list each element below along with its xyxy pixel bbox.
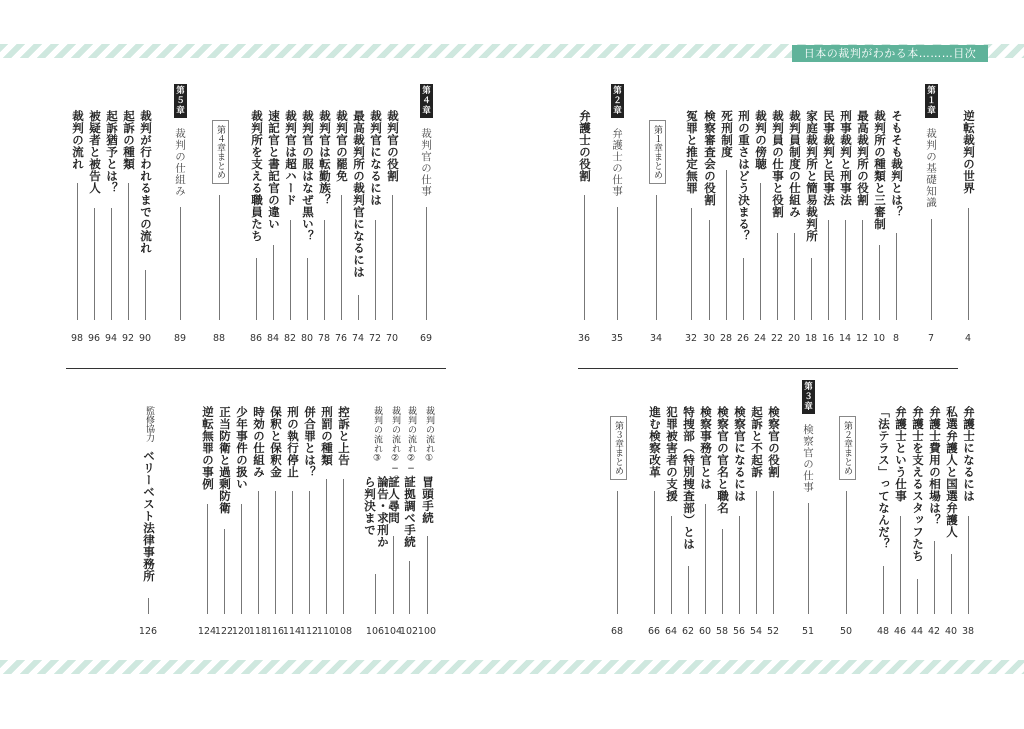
leader-line: [326, 479, 327, 615]
leader-line: [968, 516, 969, 614]
page-number: 20: [787, 333, 801, 344]
page-number: 42: [927, 626, 941, 637]
page-number: 36: [577, 333, 591, 344]
toc-entry-title[interactable]: 裁判の流れ: [71, 110, 85, 170]
chapter-title: 裁判の基礎知識: [925, 128, 937, 209]
leader-line: [145, 270, 146, 320]
toc-entry-title[interactable]: 被疑者と被告人: [88, 110, 102, 194]
toc-entry-title[interactable]: 起訴と不起訴: [750, 406, 764, 478]
right-divider: [578, 368, 958, 369]
leader-line: [656, 195, 657, 320]
toc-entry-title[interactable]: 少年事件の扱い: [235, 406, 249, 490]
page-number: 126: [138, 626, 158, 637]
toc-entry-title[interactable]: 速記官と書記官の違い: [267, 110, 281, 230]
toc-entry-title[interactable]: 保釈と保釈金: [269, 406, 283, 478]
page-number: 51: [801, 626, 815, 637]
page-number: 54: [749, 626, 763, 637]
leader-line: [931, 219, 932, 321]
leader-line: [77, 183, 78, 321]
toc-entry-title[interactable]: 「法テラス」ってなんだ？: [877, 406, 891, 550]
toc-entry-title[interactable]: 証人尋問: [387, 476, 401, 524]
flow-step-label: 裁判の流れ③: [372, 406, 382, 464]
page-number: 102: [399, 626, 419, 637]
leader-line: [275, 491, 276, 614]
page-number: 98: [70, 333, 84, 344]
leader-line: [375, 574, 376, 615]
leader-line: [341, 195, 342, 320]
leader-line: [846, 491, 847, 614]
page-number: 66: [647, 626, 661, 637]
toc-entry-title[interactable]: 裁判所を支える職員たち: [250, 110, 264, 242]
leader-line: [94, 208, 95, 321]
toc-entry-title[interactable]: 弁護士になるには: [962, 406, 976, 502]
leader-line: [691, 208, 692, 321]
leader-line: [427, 536, 428, 614]
toc-entry-title[interactable]: 裁判官になるには: [369, 110, 383, 206]
page-number: 84: [266, 333, 280, 344]
toc-entry-title[interactable]: 裁判員の仕事と役割: [771, 110, 785, 218]
leader-line: [760, 183, 761, 321]
chapter-number-badge: 第５章: [174, 84, 187, 118]
leader-line: [726, 170, 727, 320]
page-number: 89: [173, 333, 187, 344]
toc-entry-title[interactable]: 裁判所の種類と三審制: [873, 110, 887, 230]
page-number: 14: [838, 333, 852, 344]
leader-line: [709, 220, 710, 320]
toc-entry-title[interactable]: 検察官の官名と職名: [716, 406, 730, 514]
leader-line: [128, 183, 129, 321]
page-number: 26: [736, 333, 750, 344]
page-number: 96: [87, 333, 101, 344]
leader-line: [273, 245, 274, 320]
toc-entry-title[interactable]: 刑の重さはどう決まる？: [737, 110, 751, 242]
toc-entry-title[interactable]: 弁護士費用の相場は？: [928, 406, 942, 526]
leader-line: [794, 233, 795, 321]
toc-entry-title[interactable]: 弁護士という仕事: [894, 406, 908, 502]
leader-line: [917, 579, 918, 615]
chapter-number-badge: 第１章: [925, 84, 938, 118]
page-number: 7: [927, 333, 935, 344]
page-number: 82: [283, 333, 297, 344]
page-number: 44: [910, 626, 924, 637]
page-number: 38: [961, 626, 975, 637]
page-number: 124: [197, 626, 217, 637]
page-number: 35: [610, 333, 624, 344]
page-number: 94: [104, 333, 118, 344]
chapter-summary-box[interactable]: 第３章まとめ: [610, 416, 627, 480]
toc-entry-title[interactable]: 検察官になるには: [733, 406, 747, 502]
page-number: 69: [419, 333, 433, 344]
leader-line: [292, 491, 293, 614]
leader-line: [671, 516, 672, 614]
page-number: 108: [333, 626, 353, 637]
leader-line: [219, 195, 220, 320]
toc-entry-title[interactable]: 起訴の種類: [122, 110, 136, 170]
leader-line: [343, 479, 344, 615]
toc-entry-title[interactable]: 弁護士の役割: [578, 110, 592, 182]
page-number: 32: [684, 333, 698, 344]
leader-line: [393, 536, 394, 614]
toc-entry-title[interactable]: 検察事務官とは: [699, 406, 713, 490]
toc-entry-title[interactable]: 併合罪とは？: [303, 406, 317, 478]
flow-step-label: 裁判の流れ②−２: [390, 406, 400, 484]
leader-line: [900, 516, 901, 614]
page-number: 60: [698, 626, 712, 637]
leader-line: [705, 504, 706, 615]
page-number: 112: [299, 626, 319, 637]
toc-entry-title[interactable]: 最高裁判所の裁判官になるには: [352, 110, 366, 278]
page-number: 8: [892, 333, 900, 344]
leader-line: [743, 258, 744, 321]
leader-line: [934, 541, 935, 614]
page-number: 16: [821, 333, 835, 344]
page-number: 4: [964, 333, 972, 344]
credit-name: ベリーベスト法律事務所: [142, 450, 156, 582]
toc-entry-title[interactable]: 論告・求刑から判決まで: [363, 476, 390, 548]
leader-line: [828, 220, 829, 320]
leader-line: [883, 566, 884, 614]
leader-line: [426, 207, 427, 320]
leader-line: [409, 561, 410, 614]
toc-entry-title[interactable]: 冤罪と推定無罪: [685, 110, 699, 194]
leader-line: [951, 554, 952, 615]
page-number: 118: [248, 626, 268, 637]
toc-entry-title[interactable]: 正当防衛と過剰防衛: [218, 406, 232, 514]
leader-line: [148, 598, 149, 615]
toc-entry-title[interactable]: 死刑制度: [720, 110, 734, 158]
page-number: 78: [317, 333, 331, 344]
page-number: 50: [839, 626, 853, 637]
toc-entry-title[interactable]: 刑の執行停止: [286, 406, 300, 478]
leader-line: [968, 208, 969, 321]
leader-line: [617, 491, 618, 614]
leader-line: [207, 504, 208, 615]
leader-line: [862, 220, 863, 320]
page-number: 104: [383, 626, 403, 637]
chapter-number-badge: 第２章: [611, 84, 624, 118]
page-number: 12: [855, 333, 869, 344]
leader-line: [111, 208, 112, 321]
leader-line: [739, 516, 740, 614]
leader-line: [324, 220, 325, 320]
page-number: 122: [214, 626, 234, 637]
leader-line: [879, 245, 880, 320]
leader-line: [290, 220, 291, 320]
leader-line: [224, 529, 225, 615]
toc-entry-title[interactable]: 逆転無罪の事例: [201, 406, 215, 490]
page-number: 72: [368, 333, 382, 344]
page-number: 74: [351, 333, 365, 344]
toc-entry-title[interactable]: 検察官の役割: [767, 406, 781, 478]
leader-line: [584, 195, 585, 320]
toc-entry-title[interactable]: 刑罰の種類: [320, 406, 334, 466]
toc-entry-title[interactable]: 私選弁護人と国選弁護人: [945, 406, 959, 538]
page-number: 34: [649, 333, 663, 344]
page-number: 86: [249, 333, 263, 344]
page-number: 10: [872, 333, 886, 344]
page-number: 58: [715, 626, 729, 637]
leader-line: [773, 491, 774, 614]
page-number: 22: [770, 333, 784, 344]
toc-entry-title[interactable]: 起訴猶予とは？: [105, 110, 119, 194]
leader-line: [358, 295, 359, 320]
leader-line: [845, 220, 846, 320]
page-number: 24: [753, 333, 767, 344]
leader-line: [808, 503, 809, 614]
toc-entry-title[interactable]: 裁判員制度の仕組み: [788, 110, 802, 218]
leader-line: [256, 258, 257, 321]
toc-entry-title[interactable]: 裁判官は転勤族？: [318, 110, 332, 206]
toc-entry-title[interactable]: 進む検察改革: [648, 406, 662, 478]
page-number: 114: [282, 626, 302, 637]
page-number: 18: [804, 333, 818, 344]
leader-line: [180, 207, 181, 320]
page-number: 48: [876, 626, 890, 637]
chapter-summary-box[interactable]: 第１章まとめ: [649, 120, 666, 184]
chapter-title: 裁判官の仕事: [420, 128, 432, 197]
page-number: 30: [702, 333, 716, 344]
page-number: 28: [719, 333, 733, 344]
credit-label: 監修協力: [144, 406, 154, 442]
page-number: 70: [385, 333, 399, 344]
leader-line: [654, 491, 655, 614]
leader-line: [756, 491, 757, 614]
toc-entry-title[interactable]: 裁判の傍聴: [754, 110, 768, 170]
leader-line: [777, 233, 778, 321]
page-number: 76: [334, 333, 348, 344]
page-number: 64: [664, 626, 678, 637]
toc-entry-title[interactable]: 裁判官の罷免: [335, 110, 349, 182]
toc-entry-title[interactable]: 裁判官の役割: [386, 110, 400, 182]
toc-entry-title[interactable]: 検察審査会の役割: [703, 110, 717, 206]
leader-line: [307, 258, 308, 321]
leader-line: [258, 491, 259, 614]
flow-step-label: 裁判の流れ②−１: [406, 406, 416, 484]
chapter-title: 弁護士の仕事: [611, 128, 623, 197]
toc-entry-title[interactable]: 刑事裁判と刑事法: [839, 110, 853, 206]
toc-entry-title[interactable]: 控訴と上告: [337, 406, 351, 466]
chapter-summary-box[interactable]: 第２章まとめ: [839, 416, 856, 480]
page-number: 92: [121, 333, 135, 344]
chapter-summary-box[interactable]: 第４章まとめ: [212, 120, 229, 184]
toc-entry-title[interactable]: 裁判官の服はなぜ黒い？: [301, 110, 315, 242]
toc-entry-title[interactable]: 裁判官は超ハード: [284, 110, 298, 206]
left-divider: [66, 368, 446, 369]
page-number: 88: [212, 333, 226, 344]
toc-entry-title[interactable]: 最高裁判所の役割: [856, 110, 870, 206]
page-number: 106: [365, 626, 385, 637]
page-number: 62: [681, 626, 695, 637]
page-number: 80: [300, 333, 314, 344]
leader-line: [309, 491, 310, 614]
page-number: 90: [138, 333, 152, 344]
chapter-number-badge: 第３章: [802, 380, 815, 414]
toc-entry-title[interactable]: そもそも裁判とは？: [890, 110, 904, 218]
page-number: 52: [766, 626, 780, 637]
chapter-title: 検察官の仕事: [802, 424, 814, 493]
page-number: 40: [944, 626, 958, 637]
page-number: 100: [417, 626, 437, 637]
toc-entry-title[interactable]: 家庭裁判所と簡易裁判所: [805, 110, 819, 242]
leader-line: [688, 566, 689, 614]
leader-line: [617, 207, 618, 320]
page-number: 68: [610, 626, 624, 637]
page-number: 56: [732, 626, 746, 637]
leader-line: [241, 504, 242, 615]
leader-line: [375, 220, 376, 320]
toc-entry-title[interactable]: 弁護士を支えるスタッフたち: [911, 406, 925, 562]
toc-entry-title[interactable]: 証拠調べ手続: [403, 476, 417, 548]
page-number: 116: [265, 626, 285, 637]
toc-entry-title[interactable]: 犯罪被害者の支援: [665, 406, 679, 502]
flow-step-label: 裁判の流れ①: [424, 406, 434, 464]
page-number: 120: [231, 626, 251, 637]
toc-entry-title[interactable]: 裁判が行われるまでの流れ: [139, 110, 153, 254]
toc-entry-title[interactable]: 逆転裁判の世界: [962, 110, 976, 194]
chapter-title: 裁判の仕組み: [174, 128, 186, 197]
page-number: 46: [893, 626, 907, 637]
page-number: 110: [316, 626, 336, 637]
leader-line: [896, 233, 897, 321]
header-title: 日本の裁判がわかる本………目次: [792, 45, 988, 62]
toc-entry-title[interactable]: 冒頭手続: [421, 476, 435, 524]
chapter-number-badge: 第４章: [420, 84, 433, 118]
toc-entry-title[interactable]: 特捜部（特別捜査部）とは: [682, 406, 696, 550]
toc-entry-title[interactable]: 民事裁判と民事法: [822, 110, 836, 206]
leader-line: [811, 258, 812, 321]
toc-entry-title[interactable]: 時効の仕組み: [252, 406, 266, 478]
leader-line: [722, 529, 723, 615]
leader-line: [392, 195, 393, 320]
bottom-stripe: [0, 660, 1024, 674]
